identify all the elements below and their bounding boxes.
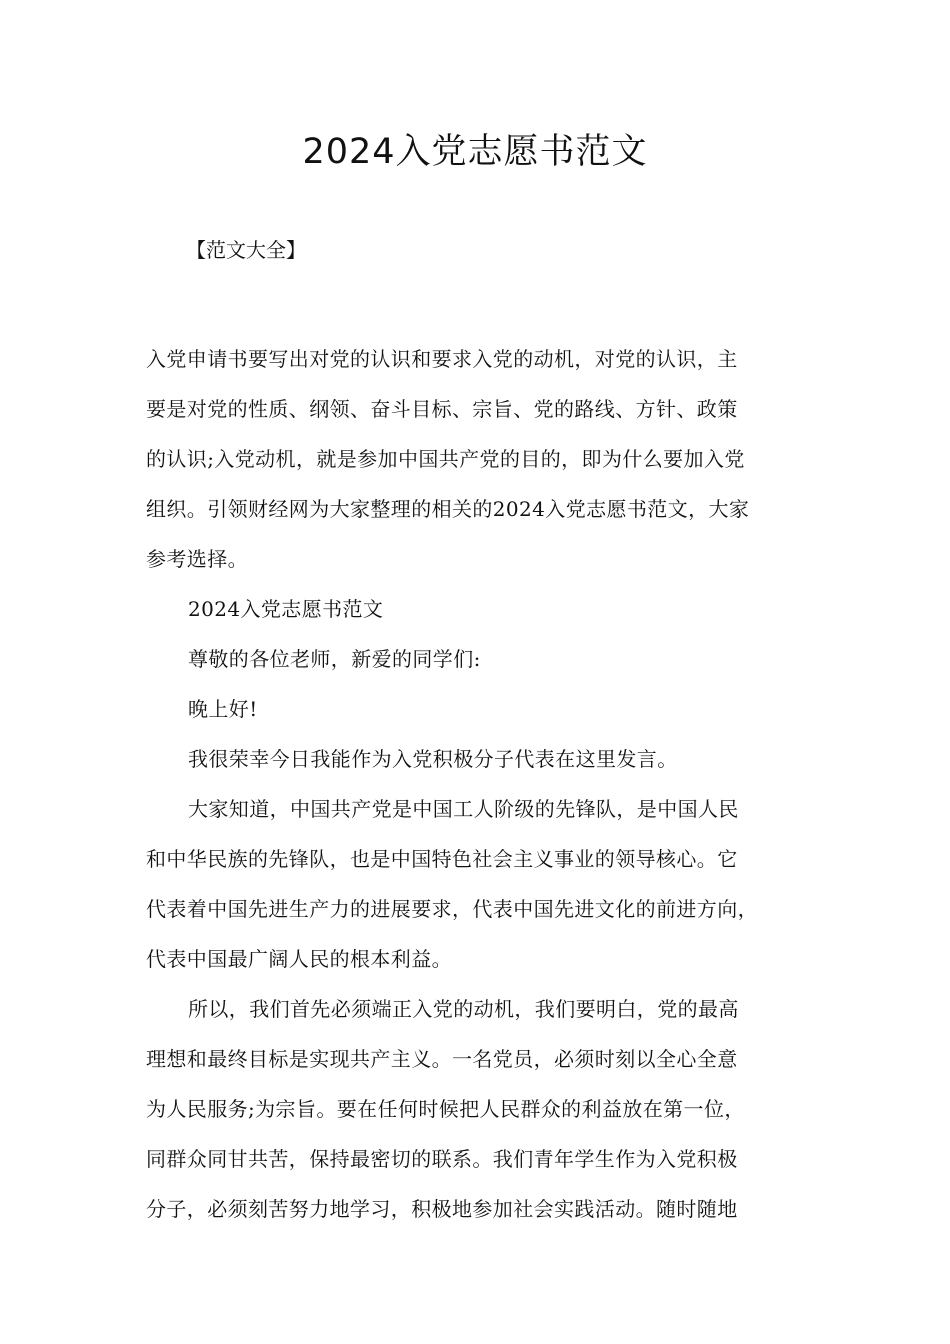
section-tag: 【范文大全】 <box>186 238 306 262</box>
paragraph-line: 我很荣幸今日我能作为入党积极分子代表在这里发言。 <box>188 747 678 771</box>
document-body <box>146 334 826 1234</box>
paragraph-line: 组织。引领财经网为大家整理的相关的2024入党志愿书范文，大家 <box>146 497 750 521</box>
paragraph-line: 入党申请书要写出对党的认识和要求入党的动机，对党的认识，主 <box>146 347 738 371</box>
greeting: 晚上好! <box>188 697 258 721</box>
paragraph-line: 参考选择。 <box>146 547 248 571</box>
paragraph-line: 要是对党的性质、纲领、奋斗目标、宗旨、党的路线、方针、政策 <box>146 397 738 421</box>
document-title: 2024入党志愿书范文 <box>302 132 648 172</box>
paragraph-line: 代表中国最广阔人民的根本利益。 <box>146 947 452 971</box>
paragraph-line: 理想和最终目标是实现共产主义。一名党员，必须时刻以全心全意 <box>146 1047 738 1071</box>
paragraph-line: 分子，必须刻苦努力地学习，积极地参加社会实践活动。随时随地 <box>146 1197 738 1221</box>
paragraph-line: 为人民服务;为宗旨。要在任何时候把人民群众的利益放在第一位， <box>146 1097 745 1121</box>
subheading: 2024入党志愿书范文 <box>188 597 384 621</box>
paragraph-line: 的认识;入党动机，就是参加中国共产党的目的，即为什么要加入党 <box>146 447 745 471</box>
paragraph-line: 和中华民族的先锋队，也是中国特色社会主义事业的领导核心。它 <box>146 847 738 871</box>
paragraph-line: 同群众同甘共苦，保持最密切的联系。我们青年学生作为入党积极 <box>146 1147 738 1171</box>
paragraph-line: 代表着中国先进生产力的进展要求，代表中国先进文化的前进方向， <box>146 897 758 921</box>
salutation: 尊敬的各位老师，新爱的同学们: <box>188 647 481 671</box>
paragraph-line: 大家知道，中国共产党是中国工人阶级的先锋队，是中国人民 <box>188 797 739 821</box>
paragraph-line: 所以，我们首先必须端正入党的动机，我们要明白，党的最高 <box>188 997 739 1021</box>
